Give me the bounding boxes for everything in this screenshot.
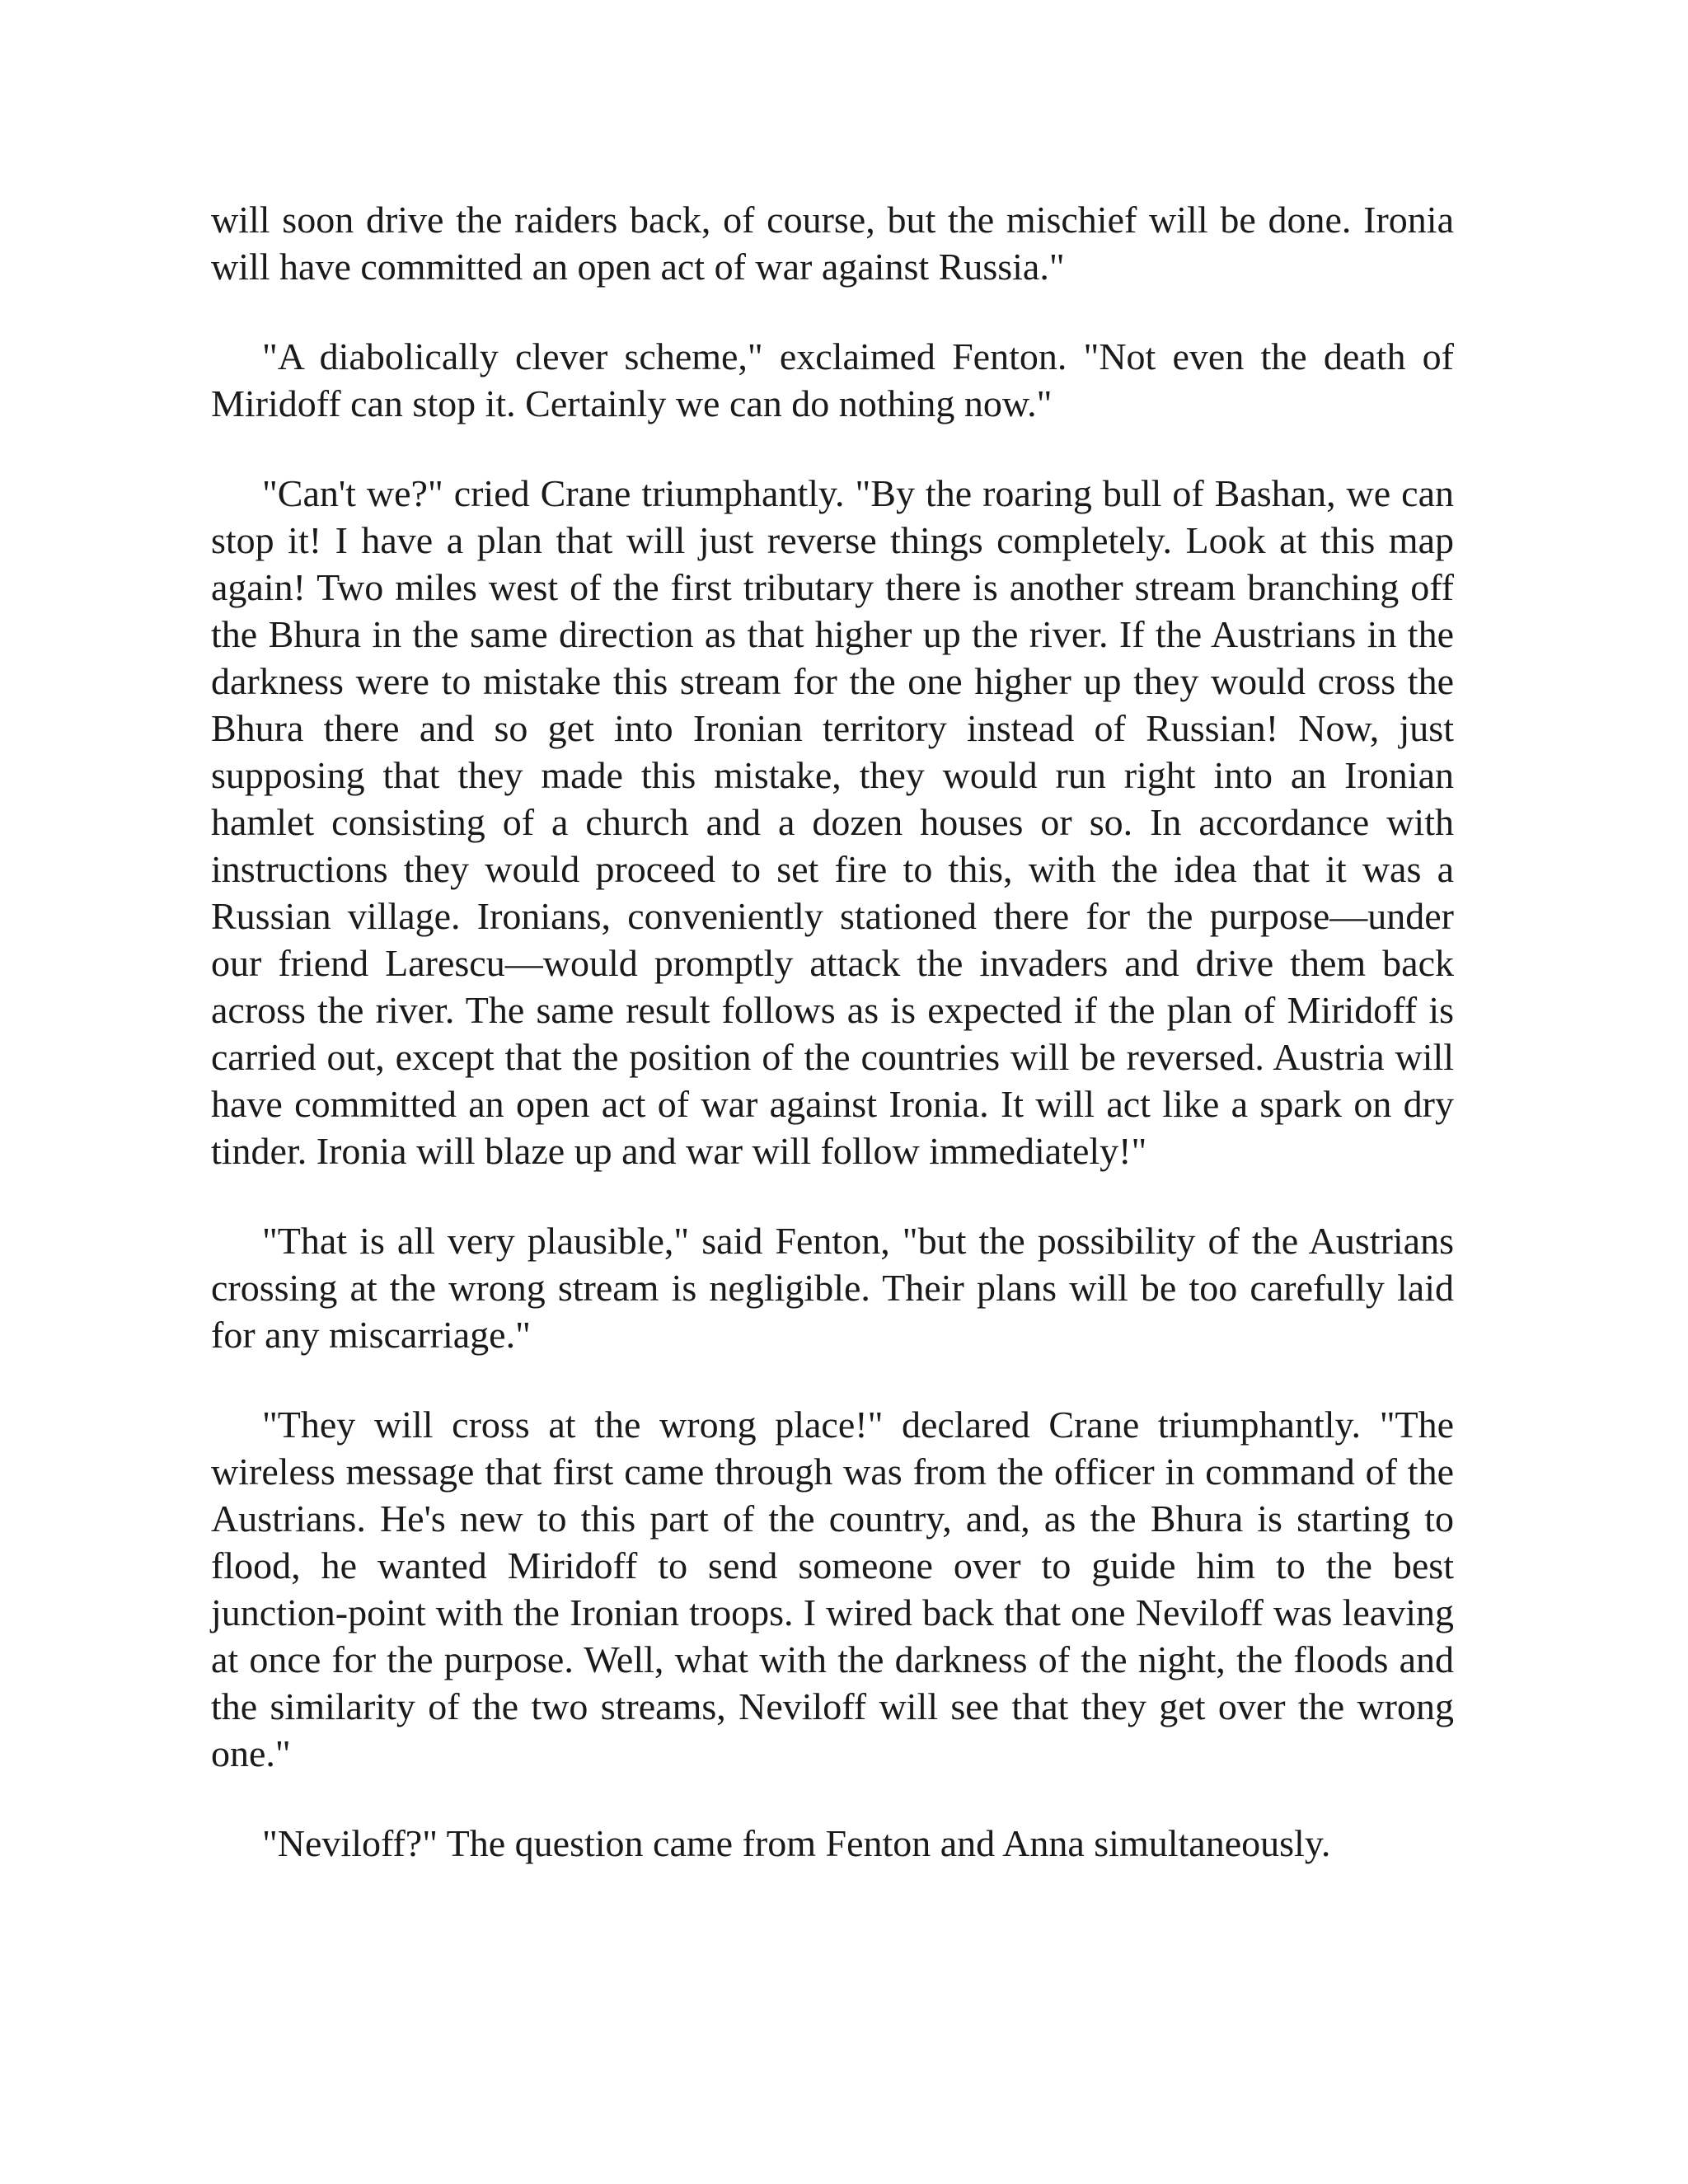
- paragraph-2: "A diabolically clever scheme," exclaimed Fenton. "Not even the death of Miridoff can stop it. Certainly we can do nothing now.": [211, 335, 1454, 424]
- paragraph-4: "That is all very plausible," said Fenton, "but the possibility of the Austrians crossing at the wrong stream is negligible. Their plans will be too carefully laid for any miscarriage.": [211, 1220, 1454, 1356]
- paragraph-1: will soon drive the raiders back, of course, but the mischief will be done. Ironia will have committed an open act of war against Russia.": [211, 199, 1454, 288]
- paragraph-3: "Can't we?" cried Crane triumphantly. "By the roaring bull of Bashan, we can stop it! I have a plan that will just reverse things completely. Look at this map again! Two miles west of the first tributary there is another stream branching off the Bhura in the same direction as that higher up the river. If the Austrians in the darkness were to mistake this stream for the one higher up they would cross the Bhura there and so get into Ironian territory instead of Russian! Now, just supposing that they made this mistake, they would run right into an Ironian hamlet consisting of a church and a dozen houses or so. In accordance with instructions they would proceed to set fire to this, with the idea that it was a Russian village. Ironians, conveniently stationed there for the purpose—under our friend Larescu—would promptly attack the invaders and drive them back across the river. The same result follows as is expected if the plan of Miridoff is carried out, except that the position of the countries will be reversed. Austria will have committed an open act of war against Ironia. It will act like a spark on dry tinder. Ironia will blaze up and war will follow immediately!": [211, 472, 1454, 1172]
- book-page: [211, 196, 1454, 1867]
- paragraph-6: "Neviloff?" The question came from Fenton and Anna simultaneously.: [262, 1822, 1331, 1864]
- paragraph-5: "They will cross at the wrong place!" declared Crane triumphantly. "The wireless message that first came through was from the officer in command of the Austrians. He's new to this part of the country, and, as the Bhura is starting to flood, he wanted Miridoff to send someone over to guide him to the best junction-point with the Ironian troops. I wired back that one Neviloff was leaving at once for the purpose. Well, what with the darkness of the night, the floods and the similarity of the two streams, Neviloff will see that they get over the wrong one.": [211, 1404, 1454, 1774]
